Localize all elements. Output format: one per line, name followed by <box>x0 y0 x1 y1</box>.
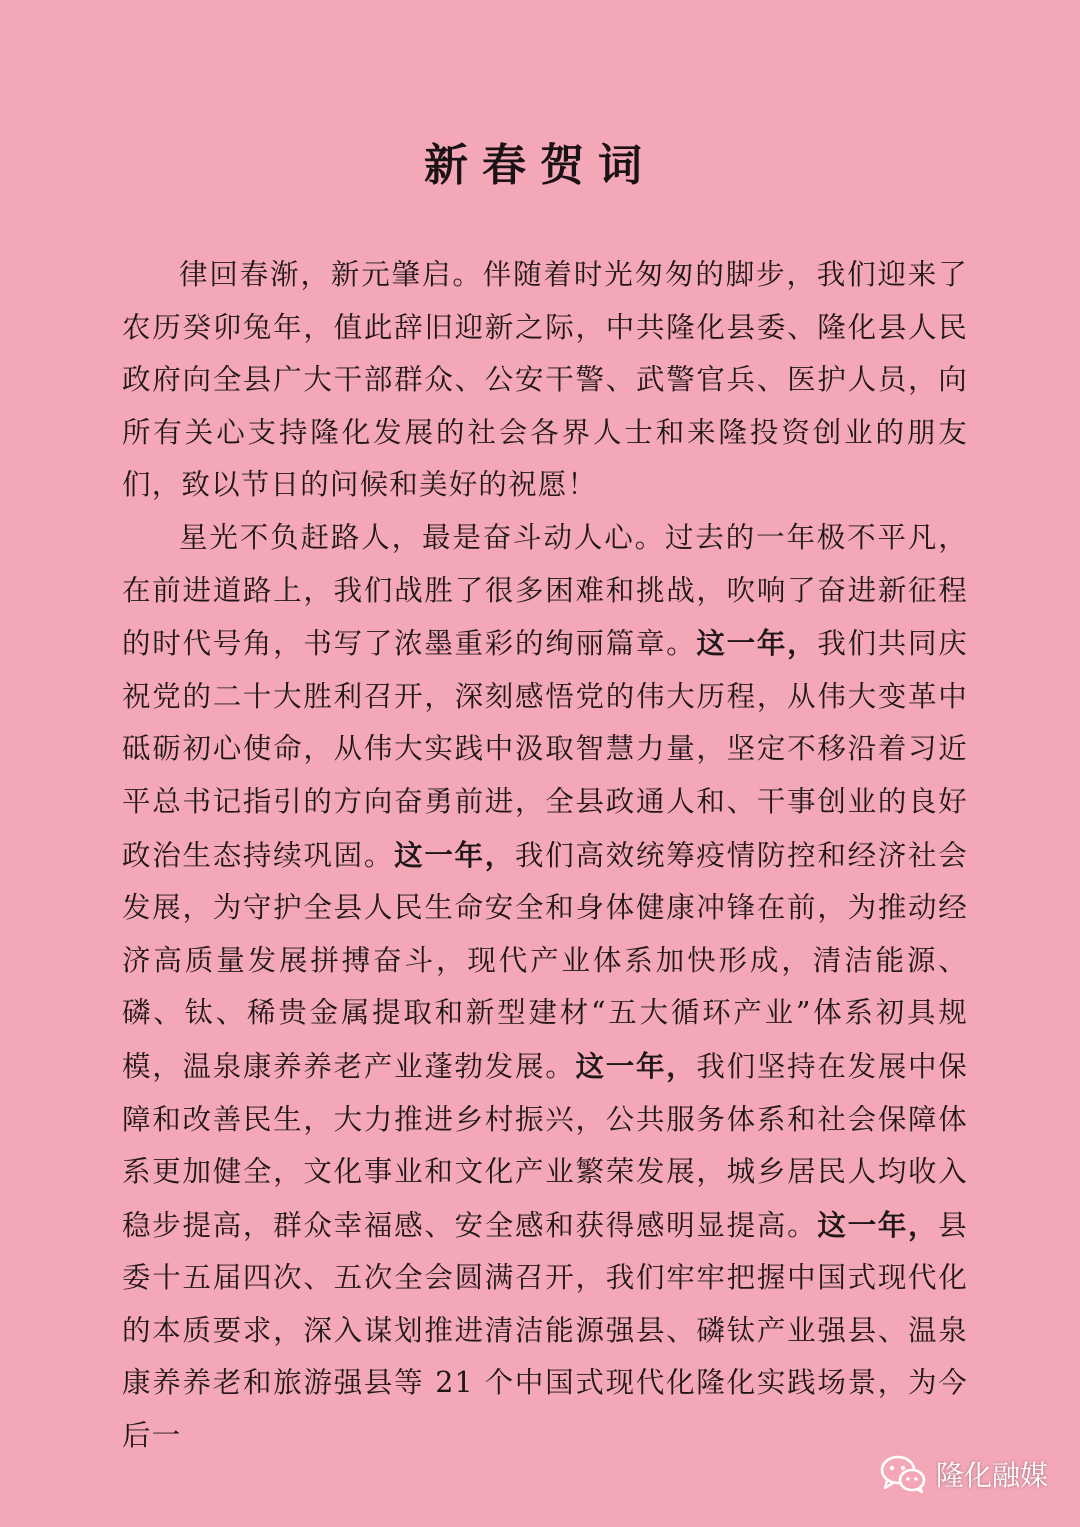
paragraph-2-text: 我们共同庆祝党的二十大胜利召开，深刻感悟党的伟大历程，从伟大变革中砥砺初心使命，从伟大实践中汲取智慧力量，坚定不移沿着习近平总书记指引的方向奋勇前进，全县政通人和、干事创业的良好政治生态持续巩固。 <box>122 627 968 872</box>
source-watermark <box>880 1450 1048 1498</box>
page-title: 新春贺词 <box>424 140 656 191</box>
watermark-label: 隆化融媒 <box>936 1459 1049 1492</box>
wechat-icon <box>880 1454 926 1494</box>
emphasis-this-year: 这一年， <box>817 1207 939 1242</box>
emphasis-this-year: 这一年， <box>696 626 818 661</box>
paragraph-2 <box>122 512 968 1463</box>
paragraph-2-text: 我们坚持在发展中保障和改善民生，大力推进乡村振兴，公共服务体系和社会保障体系更加健全，文化事业和文化产业繁荣发展，城乡居民人均收入稳步提高，群众幸福感、安全感和获得感明显提高。 <box>122 1049 968 1242</box>
paragraph-2-text: 星光不负赶路人，最是奋斗动人心。过去的一年极不平凡，在前进道路上，我们战胜了很多困难和挑战，吹响了奋进新征程的时代号角，书写了浓墨重彩的绚丽篇章。 <box>122 520 968 661</box>
paragraph-1-text: 律回春渐，新元肇启。伴随着时光匆匆的脚步，我们迎来了农历癸卯兔年，值此辞旧迎新之际，中共隆化县委、隆化县人民政府向全县广大干部群众、公安干警、武警官兵、医护人员，向所有关心支持隆化发展的社会各界人士和来隆投资创业的朋友们，致以节日的问候和美好的祝愿！ <box>122 258 968 502</box>
paragraph-2-text: 我们高效统筹疫情防控和经济社会发展，为守护全县人民生命安全和身体健康冲锋在前，为推动经济高质量发展拼搏奋斗，现代产业体系加快形成，清洁能源、磷、钛、稀贵金属提取和新型建材“五大循环产业”体系初具规模，温泉康养养老产业蓬勃发展。 <box>122 838 968 1083</box>
document-body <box>122 249 968 1463</box>
paragraph-1 <box>122 249 968 512</box>
paragraph-2-text: 县委十五届四次、五次全会圆满召开，我们牢牢把握中国式现代化的本质要求，深入谋划推进清洁能源强县、磷钛产业强县、温泉康养养老和旅游强县等 21 个中国式现代化隆化实践场景，为今后一 <box>122 1208 968 1453</box>
emphasis-this-year: 这一年， <box>394 837 516 872</box>
emphasis-this-year: 这一年， <box>575 1048 697 1083</box>
